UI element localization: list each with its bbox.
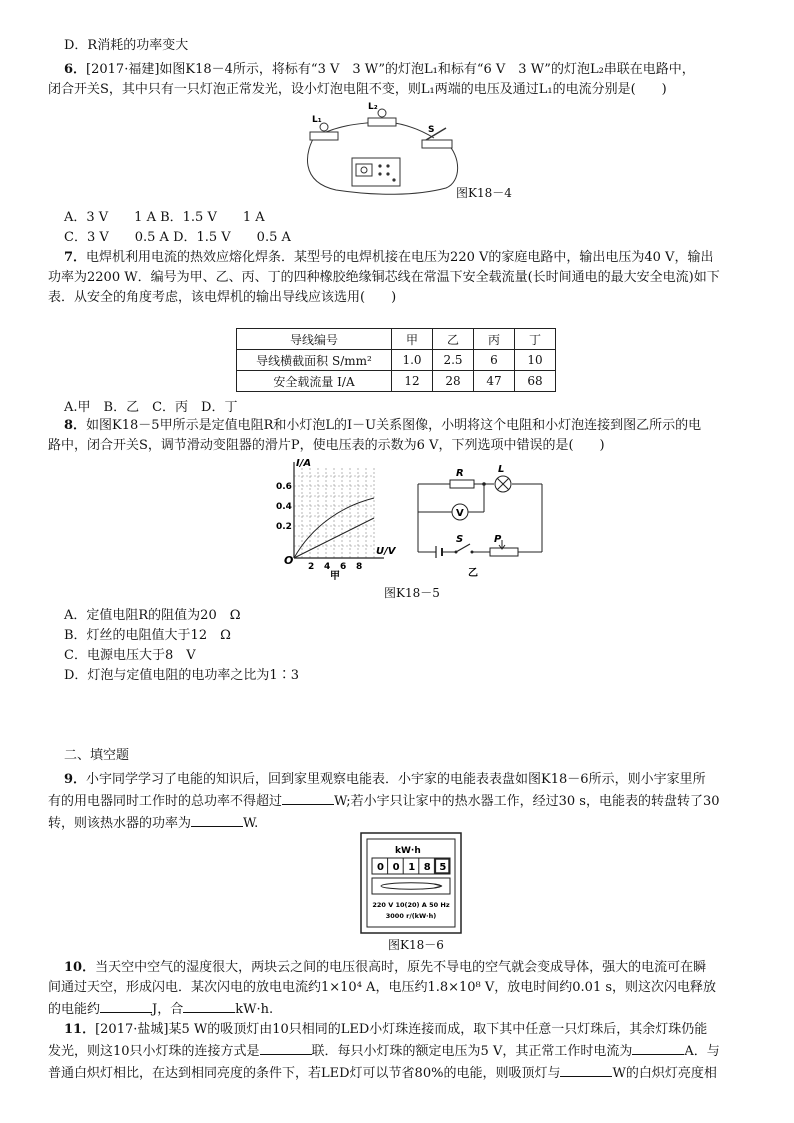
rheostat-icon: [490, 548, 518, 556]
q11-text1: [2017·盐城]某5 W的吸顶灯由10只相同的LED小灯珠连接而成，取下其中任意一只灯珠后，其余灯珠仍能: [95, 1022, 708, 1037]
q9-text1: 小宇同学学习了电能的知识后，回到家里观察电能表．小宇家的电能表表盘如图K18－6所示，则小宇家里所: [86, 772, 706, 787]
q11-blank-current[interactable]: [632, 1040, 684, 1055]
q8-number: 8．: [64, 418, 87, 433]
q8-option-c: C．电源电压大于8 V: [64, 648, 196, 663]
figure-k18-4-caption: 图K18－4: [456, 186, 512, 200]
meter-digit: 1: [408, 862, 416, 873]
ytick-label: 0.6: [276, 482, 292, 492]
wire-spec-table: [236, 328, 556, 392]
meter-digit: 0: [392, 862, 400, 873]
xtick-label: 2: [308, 562, 315, 572]
power-supply-meter-icon: [356, 164, 372, 176]
resistor-r-icon: [450, 480, 474, 488]
q11-number: 11．: [64, 1022, 96, 1037]
q9-line2: 有的用电器同时工作时的总功率不得超过 W;若小宇只让家中的热水器工作，经过30 s，电能表的转盘转了30: [48, 790, 720, 812]
meter-disc-icon: [381, 883, 441, 889]
xtick-label: 4: [324, 562, 331, 572]
q10-line3: 的电能约 J，合 kW·h.: [48, 998, 273, 1020]
section-fill-in-title: 二、填空题: [64, 748, 130, 763]
q9-blank-max-power[interactable]: [282, 790, 334, 805]
q8-option-b: B．灯丝的电阻值大于12 Ω: [64, 628, 231, 643]
q5-option-d: D．R消耗的功率变大: [64, 38, 189, 53]
q10-blank-energy-j[interactable]: [100, 998, 152, 1013]
q8-option-d: D．灯泡与定值电阻的电功率之比为1∶3: [64, 668, 299, 683]
switch-s-icon: [456, 544, 470, 552]
q10-blank-energy-kwh[interactable]: [183, 998, 235, 1013]
graph-grid: [294, 468, 374, 558]
circuit-sub-label: 乙: [468, 568, 478, 579]
q10-line2: 间通过天空，形成闪电．某次闪电的放电电流约1×10⁴ A，电压约1.8×10⁸ V，放电时间约0.01 s，则这次闪电释放: [48, 980, 717, 995]
figure-k18-5-iu-graph: [272, 456, 400, 580]
q7-line3: 表．从安全的角度考虑，该电焊机的输出导线应该选用( ): [48, 290, 397, 305]
meter-digit: 0: [377, 862, 384, 873]
q11-line3: 普通白炽灯相比，在达到相同亮度的条件下，若LED灯可以节省80%的电能，则吸顶灯与 W的白炽灯亮度相: [48, 1062, 717, 1084]
meter-digit: 5: [439, 862, 447, 873]
ytick-label: 0.4: [276, 502, 292, 512]
voltmeter-label: V: [456, 508, 464, 519]
graph-origin: O: [284, 554, 294, 567]
figure-k18-6-caption: 图K18－6: [388, 938, 444, 952]
l1-label: L₁: [312, 115, 322, 125]
q7-line1: [64, 248, 713, 268]
switch-label: S: [456, 534, 464, 545]
meter-digit: 8: [423, 862, 431, 873]
resistor-label: R: [456, 468, 464, 479]
q11-blank-incandescent-power[interactable]: [560, 1062, 612, 1077]
l2-base: [368, 118, 396, 126]
q8-line1: [64, 416, 701, 436]
meter-spec-line2: 3000 r/(kW·h): [385, 912, 437, 920]
q7-line2: 功率为2200 W．编号为甲、乙、丙、丁的四种橡胶绝缘铜芯线在常温下安全载流量(长时间通电的最大安全电流)如下: [48, 270, 720, 285]
q6-line2: 闭合开关S，其中只有一只灯泡正常发光，设小灯泡电阻不变，则L₁两端的电压及通过L₁的电流分别是( ): [48, 82, 667, 97]
q11-line1: [64, 1020, 707, 1040]
q10-line1: [64, 958, 706, 978]
q7-options: A.甲 B．乙 C．丙 D．丁: [64, 400, 238, 415]
table-row: 导线横截面积 S/mm² 1.0 2.5 6 10: [237, 350, 556, 371]
q6-text1: [2017·福建]如图K18－4所示，将标有“3 V 3 W”的灯泡L₁和标有“6 V 3 W”的灯泡L₂串联在电路中，: [86, 62, 695, 77]
figure-k18-4-circuit: [296, 102, 466, 198]
ytick-label: 0.2: [276, 522, 292, 532]
q6-options-cd: C．3 V 0.5 A D．1.5 V 0.5 A: [64, 230, 291, 245]
q11-blank-connection[interactable]: [260, 1040, 312, 1055]
figure-k18-6-energy-meter: [360, 832, 462, 934]
wire-l1-l2: [326, 122, 374, 132]
q9-blank-heater-power[interactable]: [191, 812, 243, 827]
q10-text1: 当天空中空气的湿度很大，两块云之间的电压很高时，原先不导电的空气就会变成导体，强大的电流可在瞬: [95, 960, 707, 975]
table-row: 安全载流量 I/A 12 28 47 68: [237, 371, 556, 392]
q10-number: 10．: [64, 960, 96, 975]
figure-k18-5-caption: 图K18－5: [384, 586, 440, 600]
meter-unit: kW·h: [395, 846, 421, 856]
l2-bulb-icon: [378, 109, 386, 117]
q6-options-ab: A．3 V 1 A B．1.5 V 1 A: [64, 210, 265, 225]
q6-number: 6．: [64, 62, 87, 77]
meter-spec-line1: 220 V 10(20) A 50 Hz: [372, 901, 450, 909]
switch-label: S: [428, 125, 435, 135]
graph-xlabel: U/V: [376, 546, 396, 557]
lamp-label: L: [498, 464, 505, 475]
figure-k18-5-circuit: [410, 462, 550, 580]
graph-sub-label: 甲: [330, 571, 340, 580]
xtick-label: 6: [340, 562, 347, 572]
q7-number: 7．: [64, 250, 87, 265]
switch-base: [422, 140, 452, 148]
q8-text1: 如图K18－5甲所示是定值电阻R和小灯泡L的I－U关系图像，小明将这个电阻和小灯泡连接到图乙所示的电: [86, 418, 702, 433]
q7-text1: 电焊机利用电流的热效应熔化焊条．某型号的电焊机接在电压为220 V的家庭电路中，输出电压为40 V，输出: [86, 250, 714, 265]
q8-line2: 路中，闭合开关S，调节滑动变阻器的滑片P，使电压表的示数为6 V，下列选项中错误的是( ): [48, 438, 605, 453]
slider-label: P: [494, 534, 502, 545]
q9-line1: [64, 770, 706, 790]
l1-base: [310, 132, 338, 140]
q9-number: 9．: [64, 772, 87, 787]
q11-line2: 发光，则这10只小灯珠的连接方式是 联．每只小灯珠的额定电压为5 V，其正常工作时电流为 A．与: [48, 1040, 720, 1062]
xtick-label: 8: [356, 562, 363, 572]
q9-line3: 转，则该热水器的功率为 W.: [48, 812, 258, 834]
q8-option-a: A．定值电阻R的阻值为20 Ω: [64, 608, 241, 623]
l2-label: L₂: [368, 102, 378, 112]
graph-ylabel: I/A: [296, 458, 312, 469]
table-row: 导线编号 甲 乙 丙 丁: [237, 329, 556, 350]
q6-line1: [64, 60, 695, 80]
